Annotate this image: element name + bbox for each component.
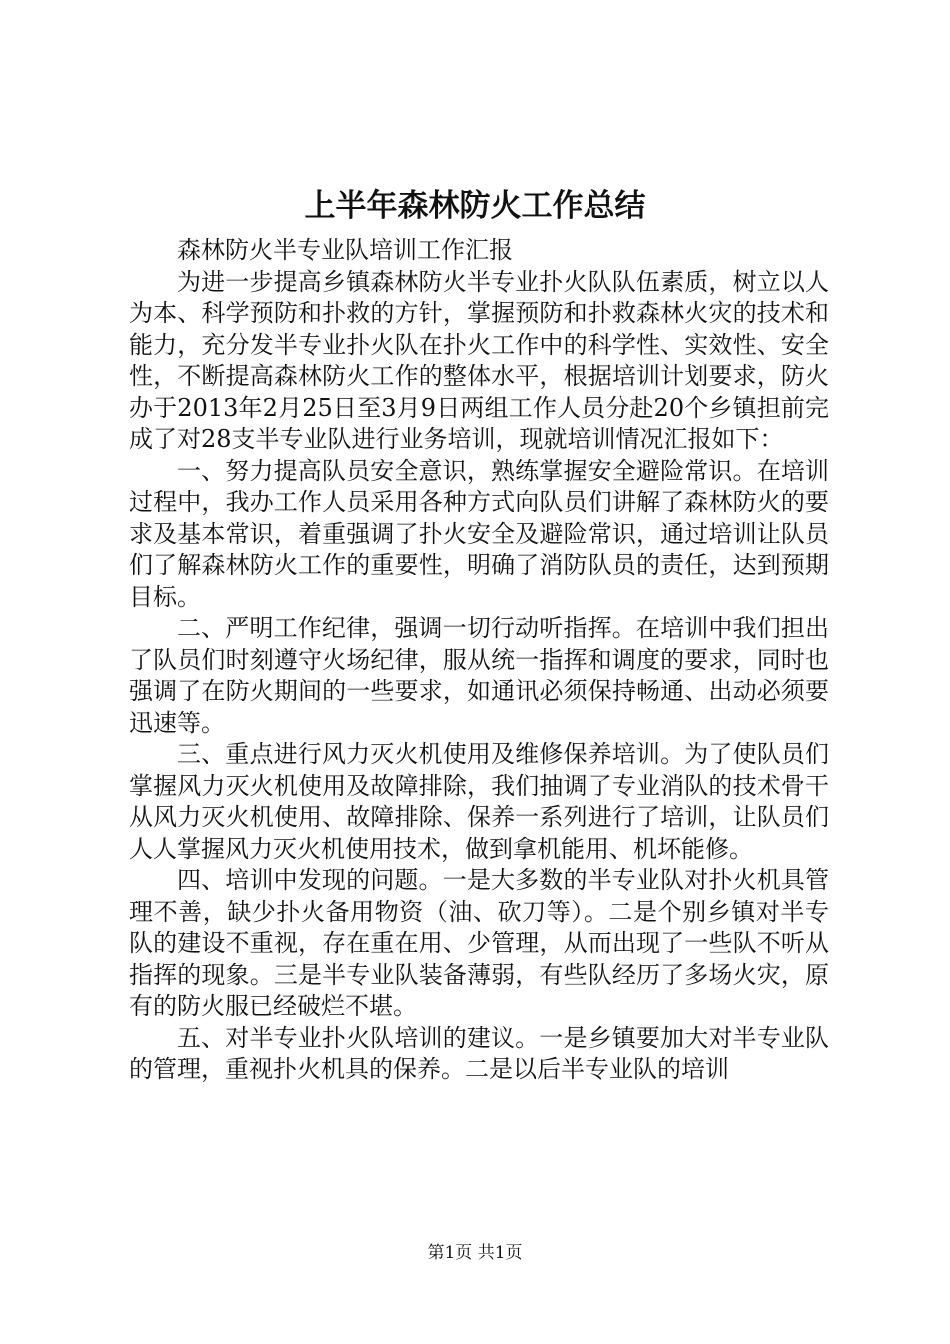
paragraph-section-5: 五、对半专业扑火队培训的建议。一是乡镇要加大对半专业队的管理，重视扑火机具的保养。二是以后半专业队的培训 (129, 1023, 829, 1083)
document-title: 上半年森林防火工作总结 (304, 188, 646, 224)
document-body (129, 235, 829, 1086)
paragraph-subtitle: 森林防火半专业队培训工作汇报 (177, 236, 513, 264)
paragraph-section-3: 三、重点进行风力灭火机使用及维修保养培训。为了使队员们掌握风力灭火机使用及故障排除，我们抽调了专业消队的技术骨干从风力灭火机使用、故障排除、保养一系列进行了培训，让队员们人人掌握风力灭火机使用技术，做到拿机能用、机坏能修。 (129, 740, 829, 863)
paragraph-section-2: 二、严明工作纪律，强调一切行动听指挥。在培训中我们担出了队员们时刻遵守火场纪律，服从统一指挥和调度的要求，同时也强调了在防火期间的一些要求，如通讯必须保持畅通、出动必须要迅速等。 (129, 614, 829, 737)
page-number-footer: 第1页 共1页 (427, 1243, 523, 1263)
paragraph-intro: 为进一步提高乡镇森林防火半专业扑火队队伍素质，树立以人为本、科学预防和扑救的方针，掌握预防和扑救森林火灾的技术和能力，充分发半专业扑火队在扑火工作中的科学性、实效性、安全性，不断提高森林防火工作的整体水平，根据培训计划要求，防火办于2013年2月25日至3月9日两组工作人员分赴20个乡镇担前完成了对28支半专业队进行业务培训，现就培训情况汇报如下： (129, 267, 829, 453)
paragraph-section-1: 一、努力提高队员安全意识，熟练掌握安全避险常识。在培训过程中，我办工作人员采用各种方式向队员们讲解了森林防火的要求及基本常识，着重强调了扑火安全及避险常识，通过培训让队员们了解森林防火工作的重要性，明确了消防队员的责任，达到预期目标。 (129, 456, 829, 611)
paragraph-section-4: 四、培训中发现的问题。一是大多数的半专业队对扑火机具管理不善，缺少扑火备用物资（油、砍刀等）。二是个别乡镇对半专队的建设不重视，存在重在用、少管理，从而出现了一些队不听从指挥的现象。三是半专业队装备薄弱，有些队经历了多场火灾，原有的防火服已经破烂不堪。 (129, 866, 829, 1020)
